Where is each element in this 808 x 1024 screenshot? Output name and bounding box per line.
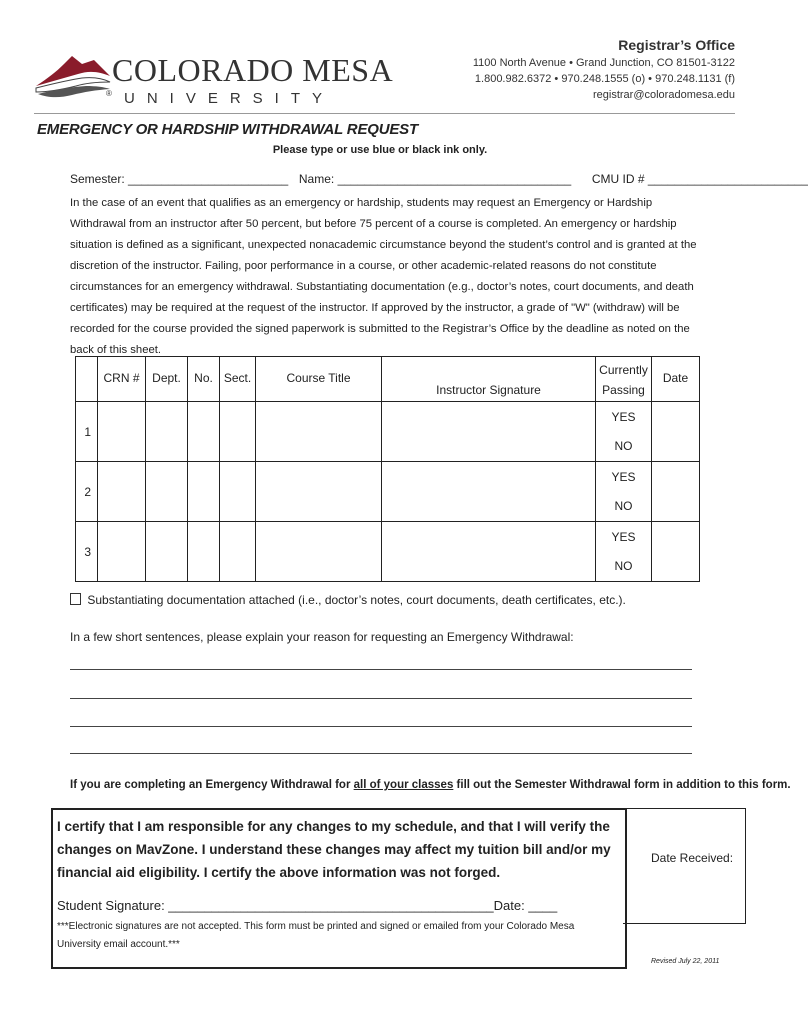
office-address: 1100 North Avenue • Grand Junction, CO 81501-3122 [472,57,735,69]
student-info-fields [70,172,808,186]
header-date: Date [652,357,700,402]
logo-wordmark: COLORADO MESA [112,52,394,88]
student-signature-field[interactable]: Student Signature: _____________________________________________Date: ____ [57,898,558,913]
electronic-signature-note: ***Electronic signatures are not accepted. This form must be printed and signed or emailed from your Colorado Mesa University email account.*** [57,921,575,950]
cmu-id-field[interactable]: CMU ID # ________________________ [591,172,808,186]
no-option[interactable]: NO [614,438,633,453]
revision-date: Revised July 22, 2011 [651,958,720,965]
no-cell[interactable] [188,462,220,522]
sect-cell[interactable] [220,402,256,462]
crn-cell[interactable] [98,462,146,522]
no-cell[interactable] [188,522,220,582]
date-received-box [623,808,746,924]
crn-cell[interactable] [98,402,146,462]
date-cell[interactable] [652,402,700,462]
yes-option[interactable]: YES [611,409,636,424]
cmu-mountain-logo-icon [34,52,112,102]
notice-text-before: If you are completing an Emergency Withdrawal for [70,779,354,791]
passing-cell [596,462,652,522]
documentation-checkbox-line [70,593,626,607]
row-number: 3 [76,522,98,582]
explanation-prompt: In a few short sentences, please explain your reason for requesting an Emergency Withdrawal: [70,630,574,644]
dept-cell[interactable] [146,522,188,582]
table-row [76,522,700,582]
row-number: 2 [76,462,98,522]
sect-cell[interactable] [220,522,256,582]
logo-subtitle: UNIVERSITY [124,90,335,107]
dept-cell[interactable] [146,462,188,522]
office-email[interactable]: registrar@coloradomesa.edu [592,89,735,101]
policy-paragraph: In the case of an event that qualifies as an emergency or hardship, students may request an Emergency or Hardship Withdrawal from an instructor after 50 percent, but before 75 percent of a course is completed. An emergency or hardship situation is defined as a significant, unexpected nonacademic circumstance beyond the student’s control and is granted at the discretion of the instructor. Failing, poor performance in a course, or other academic-related reasons do not constitute circumstances for an emergency withdrawal. Substantiating documentation (e.g., doctor’s notes, court documents, and death certificates) may be required at the request of the instructor. If approved by the instructor, a grade of "W" (withdraw) will be recorded for the course provided the signed paperwork is submitted to the Registrar’s Office by the deadline as noted on the back of this sheet. [70,197,697,356]
registrar-office-block [473,37,735,103]
notice-underlined: all of your classes [353,779,454,791]
explanation-line-2[interactable] [70,698,692,699]
documentation-checkbox[interactable] [70,593,81,605]
certification-statement: I certify that I am responsible for any changes to my schedule, and that I will verify the changes on MavZone. I understand these changes may affect my tuition bill and/or my financial aid eligibility. I certify the above information was not forged. [57,819,611,880]
header-crn: CRN # [98,357,146,402]
date-cell[interactable] [652,462,700,522]
ink-instruction: Please type or use blue or black ink only. [272,144,488,156]
explanation-line-3[interactable] [70,726,692,727]
explanation-line-1[interactable] [70,669,692,670]
table-row [76,402,700,462]
yes-option[interactable]: YES [611,529,636,544]
header-no: No. [188,357,220,402]
course-title-cell[interactable] [256,402,382,462]
date-received-label: Date Received: [651,851,734,865]
header-currently-passing [596,357,652,402]
documentation-label: Substantiating documentation attached (i.e., doctor’s notes, court documents, death certificates, etc.). [87,593,626,607]
header-currently: Currently [599,363,648,377]
office-title: Registrar’s Office [618,37,735,53]
course-title-cell[interactable] [256,462,382,522]
semester-field[interactable]: Semester: ________________________ [70,172,289,186]
header-divider [34,113,735,114]
yes-option[interactable]: YES [611,469,636,484]
sect-cell[interactable] [220,462,256,522]
header-dept: Dept. [146,357,188,402]
header-instructor-signature: Instructor Signature [382,357,596,402]
notice-text-after: fill out the Semester Withdrawal form in addition to this form. [453,779,791,791]
row-number: 1 [76,402,98,462]
registered-mark: ® [106,89,112,98]
table-row [76,462,700,522]
course-title-cell[interactable] [256,522,382,582]
name-field[interactable]: Name: ___________________________________ [298,172,572,186]
header-sect: Sect. [220,357,256,402]
passing-cell [596,402,652,462]
office-phones: 1.800.982.6372 • 970.248.1555 (o) • 970.248.1131 (f) [474,73,735,85]
table-header-row [76,357,700,402]
form-title: EMERGENCY OR HARDSHIP WITHDRAWAL REQUEST [37,121,418,138]
semester-withdrawal-notice [70,779,791,791]
instructor-signature-cell[interactable] [382,402,596,462]
header-course-title: Course Title [256,357,382,402]
passing-cell [596,522,652,582]
no-option[interactable]: NO [614,498,633,513]
dept-cell[interactable] [146,402,188,462]
date-cell[interactable] [652,522,700,582]
explanation-line-4[interactable] [70,753,692,754]
instructor-signature-cell[interactable] [382,462,596,522]
crn-cell[interactable] [98,522,146,582]
header-rownum [76,357,98,402]
header-passing: Passing [602,383,645,397]
course-table [75,356,700,582]
instructor-signature-cell[interactable] [382,522,596,582]
no-cell[interactable] [188,402,220,462]
no-option[interactable]: NO [614,558,633,573]
